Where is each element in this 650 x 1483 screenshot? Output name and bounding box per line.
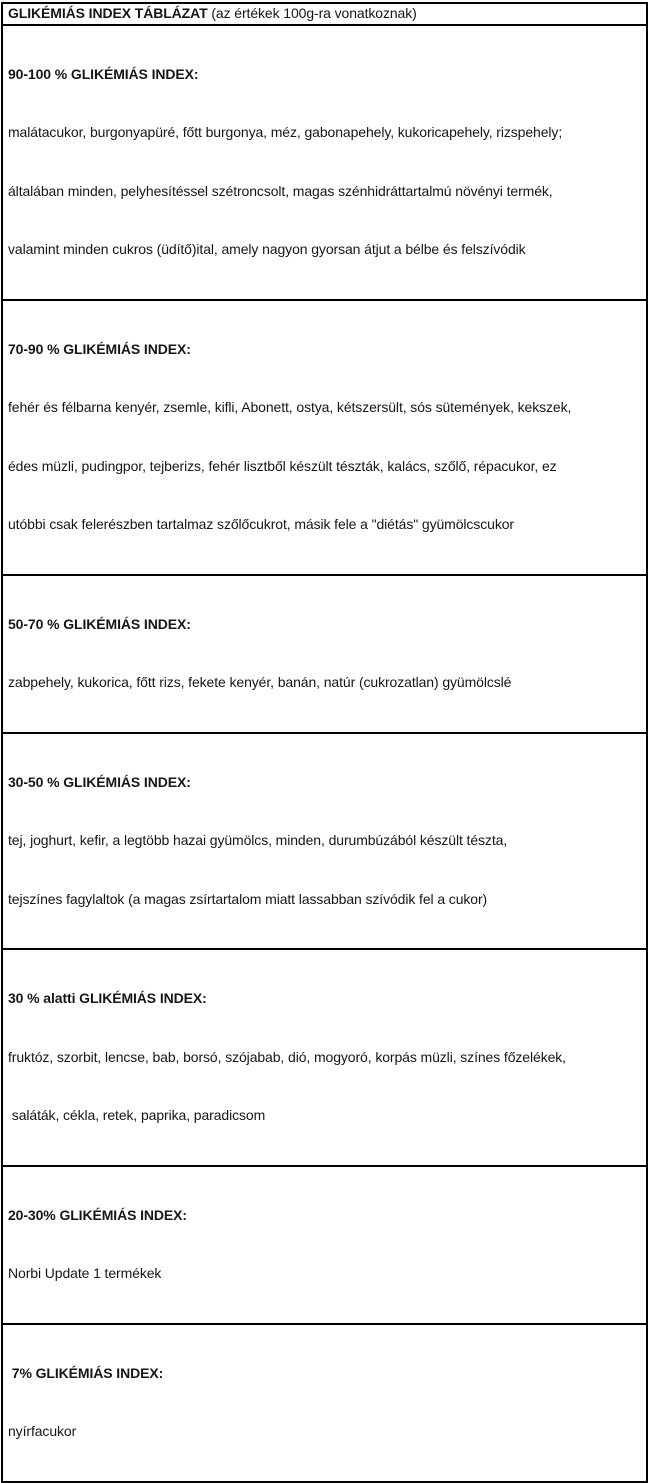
section-row-90-100	[3, 26, 646, 301]
section-line: fehér és félbarna kenyér, zsemle, kifli, Abonett, ostya, kétszersült, sós sütemények, kekszek,	[8, 399, 572, 415]
section-header-70-90: 70-90 % GLIKÉMIÁS INDEX:	[8, 340, 191, 357]
section-line: utóbbi csak felerészben tartalmaz szőlőcukrot, másik fele a "diétás" gyümölcscukor	[8, 516, 514, 532]
section-line: általában minden, pelyhesítéssel szétroncsolt, magas szénhidráttartalmú növényi termék,	[8, 182, 553, 199]
section-header-50-70: 50-70 % GLIKÉMIÁS INDEX:	[8, 615, 191, 632]
section-line: malátacukor, burgonyapüré, főtt burgonya, méz, gabonapehely, kukoricapehely, rizspehely;	[8, 124, 563, 140]
section-line: saláták, cékla, retek, paprika, paradicsom	[8, 1107, 266, 1123]
section-row-20-30	[3, 1167, 646, 1325]
section-header-under-30: 30 % alatti GLIKÉMIÁS INDEX:	[8, 990, 207, 1006]
section-row-under-30	[3, 950, 646, 1167]
section-header-30-50: 30-50 % GLIKÉMIÁS INDEX:	[8, 773, 191, 790]
section-header-90-100: 90-100 % GLIKÉMIÁS INDEX:	[8, 65, 199, 82]
section-line: zabpehely, kukorica, főtt rizs, fekete kenyér, banán, natúr (cukrozatlan) gyümölcslé	[8, 674, 512, 690]
section-line: tej, joghurt, kefir, a legtöbb hazai gyümölcs, minden, durumbúzából készült tészta,	[8, 832, 508, 848]
section-row-7	[3, 1325, 646, 1481]
section-line: tejszínes fagylaltok (a magas zsírtartalom miatt lassabban szívódik fel a cukor)	[8, 890, 488, 907]
section-line: Norbi Update 1 termékek	[8, 1265, 162, 1281]
section-header-7: 7% GLIKÉMIÁS INDEX:	[8, 1364, 164, 1381]
table-title: GLIKÉMIÁS INDEX TÁBLÁZAT	[8, 5, 208, 21]
section-row-70-90	[3, 301, 646, 576]
table-title-note: (az értékek 100g-ra vonatkoznak)	[207, 5, 417, 21]
table-title-row	[3, 4, 646, 26]
section-header-20-30: 20-30% GLIKÉMIÁS INDEX:	[8, 1206, 187, 1223]
section-line: nyírfacukor	[8, 1423, 77, 1439]
section-line: valamint minden cukros (üdítő)ital, amely nagyon gyorsan átjut a bélbe és felszívódik	[8, 241, 526, 257]
section-line: fruktóz, szorbit, lencse, bab, borsó, szójabab, dió, mogyoró, korpás müzli, színes főzelékek,	[8, 1048, 566, 1065]
section-line: édes müzli, pudingpor, tejberizs, fehér lisztből készült tészták, kalács, szőlő, répacukor, ez	[8, 457, 557, 474]
section-row-30-50	[3, 734, 646, 951]
glycemic-index-table	[1, 2, 648, 1483]
section-row-50-70	[3, 576, 646, 734]
